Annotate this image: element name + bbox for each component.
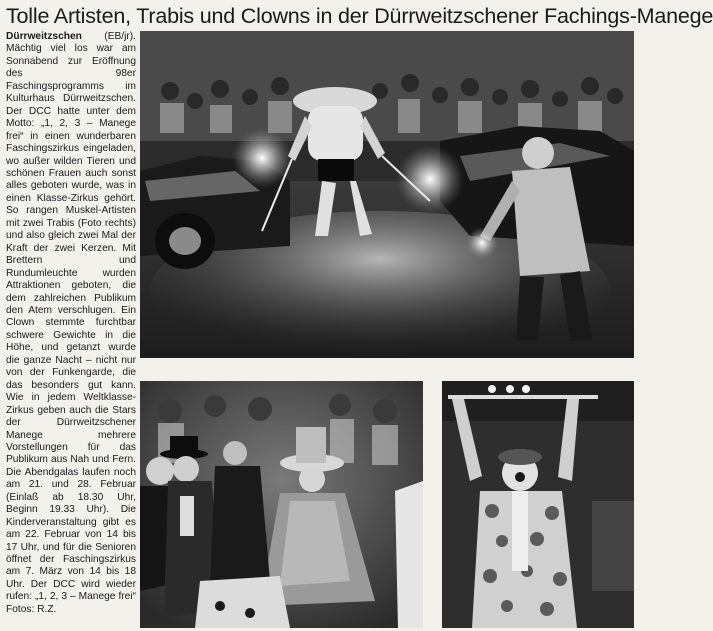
- photo-costumed-dancers-image: [140, 381, 423, 628]
- photo-strongman-trabis: [140, 31, 634, 358]
- byline: (EB/jr).: [104, 31, 136, 42]
- article-body: Mächtig viel los war am Sonnabend zur Eröffnung des 98er Faschingsprogramms im Kulturhaus Dürrweitzschen. Der DCC hatte unter dem Motto: „1, 2, 3 – Manege frei“ in einen wunderbaren Faschingszirkus eingeladen, wo außer wilden Tieren und schönen Frauen auch sonst alles geboten wurde, was in einen Klasse-Zirkus gehört. So rangen Muskel-Artisten mit zwei Trabis (Foto rechts) und also gleich zwei Mal der Kraft der zwei Kerzen. Mit Brettern und Rundumleuchte wurden Attraktionen geboten, die dem zahlreichen Publikum den Atem verschlugen. Ein Clown stemmte furchtbar schwere Gewichte in die Höhe, und getanzt wurde die ganze Nacht – nicht nur von der Funkengarde, die das besonders gut kann. Wie in jedem Weltklasse-Zirkus geben auch die Stars der Dürrweitzschener Manege mehrere Vorstellungen für das Publikum aus Nah und Fern. Die Abendgalas laufen noch am 21. und 28. Februar (Einlaß ab 18.30 Uhr, Beginn 19.33 Uhr). Die Kinderveranstaltung gibt es am 22. Februar von 14 bis 17 Uhr, und für die Senioren öffnet der Faschingszirkus am 7. März von 14 bis 18 Uhr. Der DCC wird wieder rufen: „1, 2, 3 – Manege frei“: [6, 43, 136, 603]
- photo-credit: Fotos: R.Z.: [6, 603, 57, 615]
- photo-costumed-dancers: [140, 381, 423, 628]
- dateline: Dürrweitzschen: [6, 31, 82, 42]
- photo-strongman-trabis-image: [140, 31, 634, 358]
- headline: Tolle Artisten, Trabis und Clowns in der Dürrweitzschener Fachings-Manege: [6, 4, 713, 28]
- photo-clown-weightlifter-image: [442, 381, 634, 628]
- article-column: [6, 31, 136, 629]
- faint-bleed-through-text: [140, 360, 634, 379]
- photo-clown-weightlifter: [442, 381, 634, 628]
